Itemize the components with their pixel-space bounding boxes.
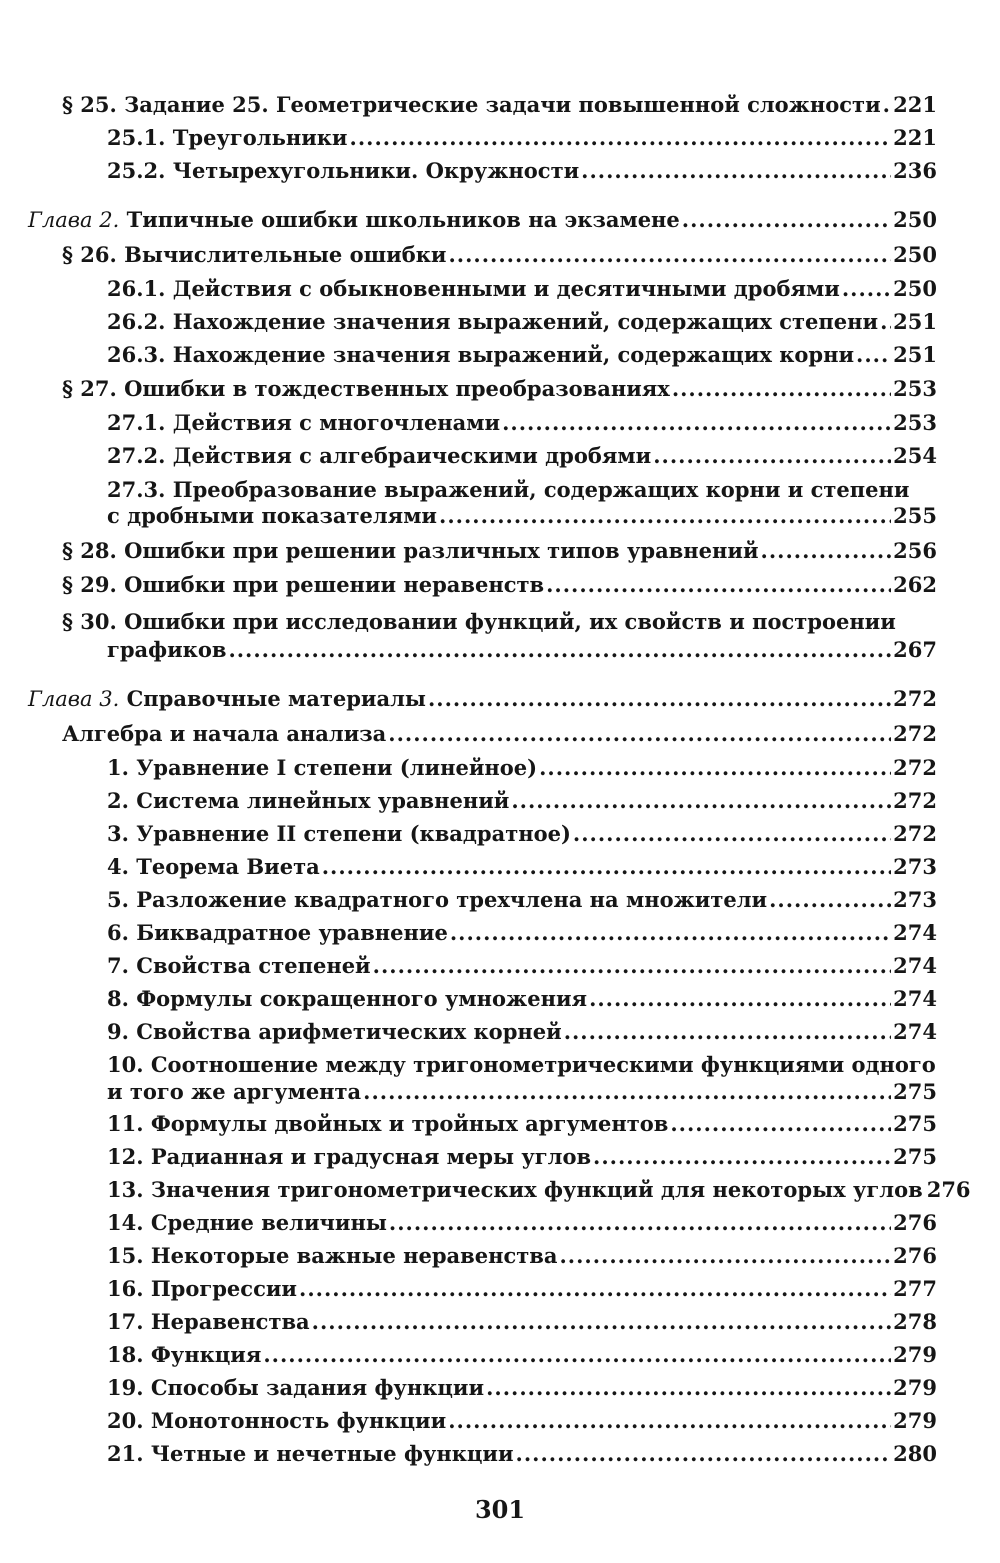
page-number: 301: [474, 1495, 526, 1524]
toc-chapter-entry[interactable]: [28, 682, 937, 716]
toc-entry[interactable]: [107, 751, 937, 784]
toc-entry-page: 278: [893, 1309, 937, 1334]
toc-entry-title: 20. Монотонность функции: [107, 1408, 447, 1433]
toc-entry-title: 1. Уравнение I степени (линейное): [107, 755, 538, 780]
toc-entry-title: 8. Формулы сокращенного умножения: [107, 986, 588, 1011]
toc-entry-page: 262: [893, 572, 937, 597]
toc-entry-page: 267: [893, 637, 937, 662]
toc-entry-title: 26.3. Нахождение значения выражений, содержащих корни: [107, 342, 855, 367]
toc-entry-title-line1[interactable]: 27.3. Преобразование выражений, содержащих корни и степени: [107, 477, 910, 502]
dot-leader: [450, 916, 891, 949]
dot-leader: [539, 751, 891, 784]
toc-entry-page: 273: [893, 887, 937, 912]
toc-entry-page: 221: [893, 125, 937, 150]
dot-leader: [653, 439, 891, 472]
dot-leader: [670, 1107, 891, 1140]
toc-entry[interactable]: [62, 238, 937, 271]
toc-entry-title: § 25. Задание 25. Геометрические задачи повышенной сложности: [62, 92, 881, 117]
toc-entry[interactable]: [107, 499, 937, 532]
toc-entry[interactable]: [107, 1173, 971, 1206]
toc-entry[interactable]: [107, 1437, 937, 1470]
toc-entry[interactable]: [107, 338, 937, 371]
toc-entry[interactable]: [107, 154, 937, 187]
toc-entry-title: Типичные ошибки школьников на экзамене: [126, 207, 680, 232]
dot-leader: [322, 850, 891, 883]
toc-entry-title: 5. Разложение квадратного трехчлена на множители: [107, 887, 768, 912]
toc-entry-page: 272: [893, 721, 937, 746]
dot-leader: [312, 1305, 891, 1338]
toc-entry[interactable]: [107, 982, 937, 1015]
dot-leader: [546, 568, 891, 601]
toc-entry[interactable]: [107, 121, 937, 154]
toc-entry[interactable]: [107, 817, 937, 850]
toc-entry-page: 253: [893, 410, 937, 435]
dot-leader: [350, 121, 892, 154]
dot-leader: [842, 272, 891, 305]
toc-chapter-entry[interactable]: [28, 203, 937, 237]
dot-leader: [560, 1239, 892, 1272]
dot-leader: [388, 717, 891, 750]
toc-entry-page: 276: [893, 1210, 937, 1235]
toc-entry-page: 277: [893, 1276, 937, 1301]
toc-entry-page: 272: [893, 788, 937, 813]
toc-entry-title: 14. Средние величины: [107, 1210, 387, 1235]
dot-leader: [486, 1371, 891, 1404]
dot-leader: [439, 499, 891, 532]
toc-entry[interactable]: [107, 1371, 937, 1404]
toc-entry-page: 276: [893, 1243, 937, 1268]
toc-entry-title: 3. Уравнение II степени (квадратное): [107, 821, 571, 846]
toc-entry-page: 253: [893, 376, 937, 401]
toc-entry[interactable]: [62, 717, 937, 750]
toc-entry-page: 254: [893, 443, 937, 468]
toc-entry-title: 15. Некоторые важные неравенства: [107, 1243, 558, 1268]
dot-leader: [672, 372, 891, 405]
dot-leader: [564, 1015, 891, 1048]
toc-entry[interactable]: [62, 88, 937, 121]
toc-entry-title: 6. Биквадратное уравнение: [107, 920, 448, 945]
toc-entry-title: 26.1. Действия с обыкновенными и десятичными дробями: [107, 276, 840, 301]
toc-entry[interactable]: [107, 916, 937, 949]
toc-entry-page: 279: [893, 1375, 937, 1400]
toc-entry[interactable]: [107, 1239, 937, 1272]
toc-entry-title: Справочные материалы: [126, 686, 426, 711]
toc-entry-page: 274: [893, 953, 937, 978]
toc-entry-title: 19. Способы задания функции: [107, 1375, 485, 1400]
toc-entry[interactable]: [107, 1404, 937, 1437]
toc-entry-title: 17. Неравенства: [107, 1309, 310, 1334]
toc-entry[interactable]: [107, 1272, 937, 1305]
toc-entry-title: 21. Четные и нечетные функции: [107, 1441, 514, 1466]
toc-entry[interactable]: [107, 949, 937, 982]
toc-entry-title-line1[interactable]: § 30. Ошибки при исследовании функций, их свойств и построении: [62, 609, 896, 634]
toc-entry-page: 221: [893, 92, 937, 117]
toc-entry-title: 2. Система линейных уравнений: [107, 788, 510, 813]
toc-entry-page: 279: [893, 1408, 937, 1433]
toc-entry-page: 256: [893, 538, 937, 563]
toc-entry-title: 26.2. Нахождение значения выражений, содержащих степени: [107, 309, 879, 334]
toc-entry-title: и того же аргумента: [107, 1079, 362, 1104]
toc-entry-page: 250: [893, 276, 937, 301]
toc-entry-page: 255: [893, 503, 937, 528]
toc-entry-page: 280: [893, 1441, 937, 1466]
toc-entry-title: § 26. Вычислительные ошибки: [62, 242, 447, 267]
toc-entry-title: 7. Свойства степеней: [107, 953, 371, 978]
toc-entry[interactable]: [107, 1140, 937, 1173]
toc-entry[interactable]: [107, 1107, 937, 1140]
toc-entry-page: 276: [926, 1177, 971, 1202]
toc-entry-title: 4. Теорема Виета: [107, 854, 320, 879]
chapter-prefix: Глава 2.: [28, 208, 120, 232]
toc-entry[interactable]: [107, 305, 937, 338]
dot-leader: [428, 682, 891, 715]
toc-entry-title: 11. Формулы двойных и тройных аргументов: [107, 1111, 669, 1136]
toc-entry[interactable]: [107, 272, 937, 305]
chapter-prefix: Глава 3.: [28, 687, 120, 711]
dot-leader: [573, 817, 891, 850]
dot-leader: [299, 1272, 891, 1305]
dot-leader: [516, 1437, 892, 1470]
toc-entry[interactable]: [107, 1206, 937, 1239]
toc-entry-page: 279: [893, 1342, 937, 1367]
dot-leader: [511, 784, 891, 817]
toc-entry[interactable]: [107, 1305, 937, 1338]
toc-entry-page: 250: [893, 242, 937, 267]
toc-entry-page: 275: [893, 1144, 937, 1169]
toc-entry-title: 25.2. Четырехугольники. Окружности: [107, 158, 580, 183]
dot-leader: [373, 949, 892, 982]
toc-entry-title: 13. Значения тригонометрических функций для некоторых углов: [107, 1177, 923, 1202]
dot-leader: [448, 238, 891, 271]
toc-entry[interactable]: [107, 406, 937, 439]
toc-entry-page: 273: [893, 854, 937, 879]
toc-entry-page: 251: [893, 342, 937, 367]
dot-leader: [769, 883, 891, 916]
toc-entry-title: § 29. Ошибки при решении неравенств: [62, 572, 545, 597]
toc-entry-page: 274: [893, 920, 937, 945]
toc-entry-title: 9. Свойства арифметических корней: [107, 1019, 562, 1044]
toc-entry-title: Алгебра и начала анализа: [62, 721, 387, 746]
toc-entry-title: § 28. Ошибки при решении различных типов уравнений: [62, 538, 759, 563]
dot-leader: [448, 1404, 891, 1437]
dot-leader: [593, 1140, 891, 1173]
dot-leader: [880, 305, 891, 338]
dot-leader: [682, 203, 891, 236]
toc-entry-title: 27.1. Действия с многочленами: [107, 410, 501, 435]
dot-leader: [589, 982, 891, 1015]
toc-entry-title: § 27. Ошибки в тождественных преобразованиях: [62, 376, 670, 401]
toc-entry[interactable]: [107, 1075, 937, 1108]
toc-entry-page: 250: [893, 207, 937, 232]
toc-entry[interactable]: [107, 1338, 937, 1371]
toc-entry[interactable]: [107, 850, 937, 883]
toc-entry-page: 274: [893, 986, 937, 1011]
toc-entry-page: 275: [893, 1111, 937, 1136]
dot-leader: [389, 1206, 891, 1239]
dot-leader: [856, 338, 891, 371]
toc-entry-page: 275: [893, 1079, 937, 1104]
dot-leader: [228, 633, 891, 666]
toc-entry-page: 272: [893, 821, 937, 846]
toc-entry-title: 27.2. Действия с алгебраическими дробями: [107, 443, 652, 468]
toc-entry[interactable]: [107, 784, 937, 817]
toc-entry[interactable]: [107, 883, 937, 916]
dot-leader: [502, 406, 891, 439]
toc-entry[interactable]: [107, 633, 937, 666]
dot-leader: [581, 154, 891, 187]
toc-entry-title: 12. Радианная и градусная меры углов: [107, 1144, 592, 1169]
toc-entry-title: 16. Прогрессии: [107, 1276, 298, 1301]
toc-entry[interactable]: [107, 439, 937, 472]
toc-entry-page: 236: [893, 158, 937, 183]
toc-entry[interactable]: [107, 1015, 937, 1048]
toc-entry-title: с дробными показателями: [107, 503, 438, 528]
toc-entry-page: 274: [893, 1019, 937, 1044]
dot-leader: [363, 1075, 891, 1108]
toc-entry-page: 272: [893, 686, 937, 711]
toc-entry-title-line1[interactable]: 10. Соотношение между тригонометрическими функциями одного: [107, 1052, 936, 1077]
dot-leader: [263, 1338, 891, 1371]
toc-entry-title: графиков: [107, 637, 227, 662]
dot-leader: [761, 534, 892, 567]
toc-entry[interactable]: [62, 568, 937, 601]
toc-entry-page: 251: [893, 309, 937, 334]
toc-entry-title: 25.1. Треугольники: [107, 125, 348, 150]
toc-entry-page: 272: [893, 755, 937, 780]
toc-entry[interactable]: [62, 372, 937, 405]
dot-leader: [883, 88, 892, 121]
toc-entry-title: 18. Функция: [107, 1342, 262, 1367]
toc-entry[interactable]: [62, 534, 937, 567]
